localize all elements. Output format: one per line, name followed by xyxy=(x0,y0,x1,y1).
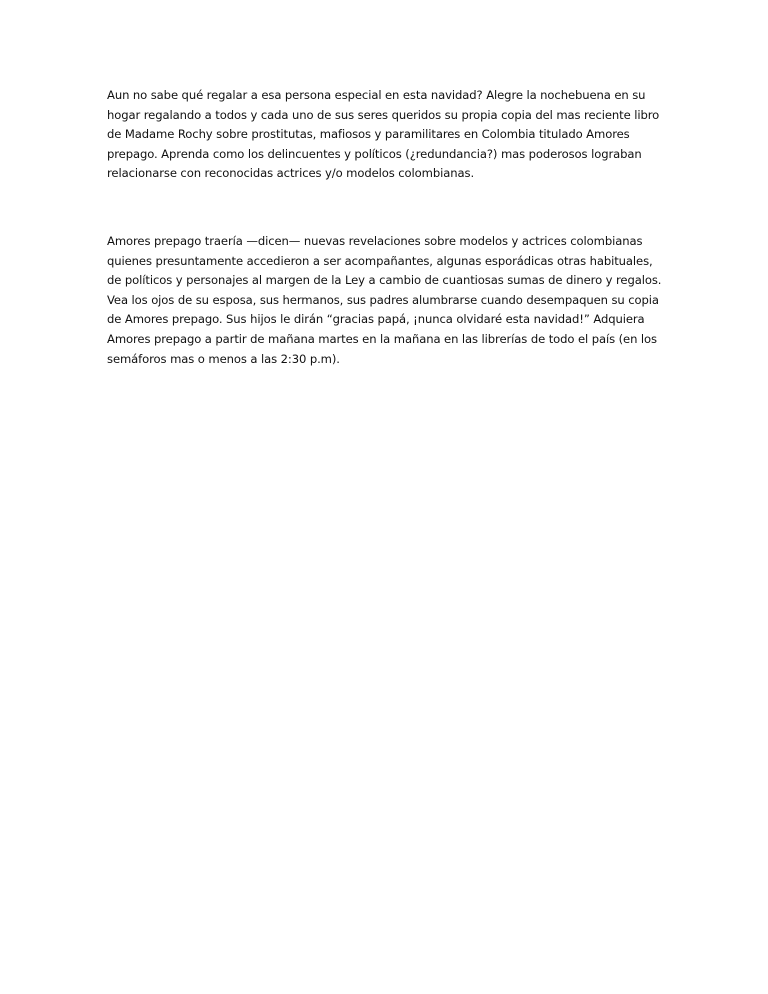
paragraph-2: Amores prepago traería —dicen— nuevas revelaciones sobre modelos y actrices colombianas quienes presuntamente accedieron a ser acompañantes, algunas esporádicas otras habituales, de políticos y personajes al margen de la Ley a cambio de cuantiosas sumas de dinero y regalos. Vea los ojos de su esposa, sus hermanos, sus padres alumbrarse cuando desempaquen su copia de Amores prepago. Sus hijos le dirán “gracias papá, ¡nunca olvidaré esta navidad!” Adquiera Amores prepago a partir de mañana martes en la mañana en las librerías de todo el país (en los semáforos mas o menos a las 2:30 p.m). xyxy=(107,233,662,366)
paragraph-1: Aun no sabe qué regalar a esa persona especial en esta navidad? Alegre la nochebuena en su hogar regalando a todos y cada uno de sus seres queridos su propia copia del mas reciente libro de Madame Rochy sobre prostitutas, mafiosos y paramilitares en Colombia titulado Amores prepago. Aprenda como los delincuentes y políticos (¿redundancia?) mas poderosos lograban relacionarse con reconocidas actrices y/o modelos colombianas. xyxy=(107,88,660,181)
document-body xyxy=(107,86,667,369)
